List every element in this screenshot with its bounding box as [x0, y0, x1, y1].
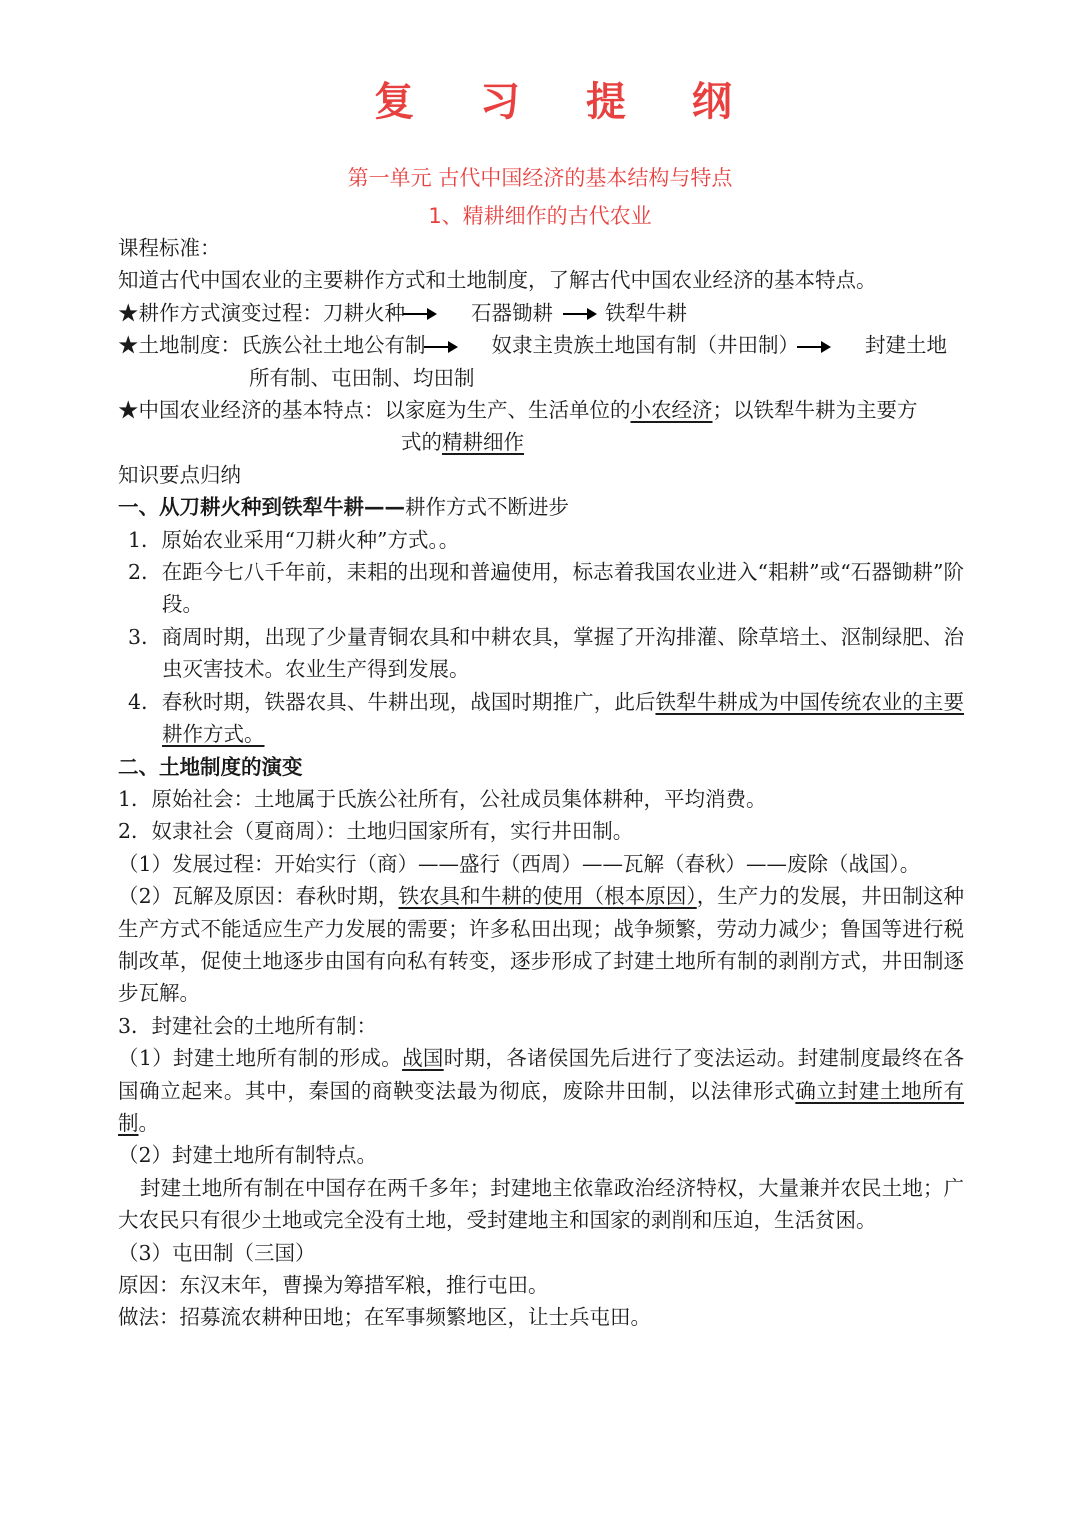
section2-p5: 3．封建社会的土地所有制： [118, 1013, 378, 1038]
section2-p2: 2．奴隶社会（夏商周）：土地归国家所有，实行井田制。 [118, 819, 634, 844]
section2-p9: （3）屯田制（三国） [118, 1240, 316, 1265]
p4-underlined: 铁农具和牛耕的使用（根本原因） [398, 884, 697, 909]
section1-heading-bold: 一、从刀耕火种到铁犁牛耕—— [118, 495, 405, 520]
section1-item-4 [118, 686, 964, 751]
document-title: 复 习 提 纲 [374, 79, 758, 125]
p4-post: ，生产力的发展，井田制这种生产方式不能适应生产力发展的需要；许多私田出现；战争频繁，劳动力减少；鲁国等进行税制改革，促使土地逐步由国有向私有转变，逐步形成了封建土地所有制的剥削方式，井田制逐步瓦解。 [118, 884, 965, 1006]
farming-step-2: 石器锄耕 [471, 300, 553, 325]
section2-p6 [118, 1042, 964, 1139]
unit-heading: 第一单元 古代中国经济的基本结构与特点 [347, 166, 733, 190]
section2-p10: 原因：东汉末年，曹操为筹措军粮，推行屯田。 [118, 1273, 549, 1297]
p6-underlined-2: 确立封建土地所有制 [118, 1078, 965, 1135]
p6-underlined-1: 战国 [402, 1046, 444, 1071]
feature-cont-pre: 式的 [401, 430, 442, 455]
feature-line-cont [118, 426, 964, 458]
farming-step-3: 铁犁牛耕 [605, 300, 687, 325]
feature-small-farming: 小农经济 [630, 398, 713, 423]
feature-line [118, 394, 964, 426]
section2-p4 [118, 880, 964, 1010]
item4-underlined: 铁犁牛耕成为中国传统农业的主要耕作方式。 [162, 689, 965, 747]
farming-evolution [118, 297, 964, 329]
right-arrow-icon [563, 308, 597, 320]
land-system-cont: 所有制、屯田制、均田制 [249, 365, 475, 390]
land-step-3: 封建土地 [865, 333, 947, 358]
p6-mid: 时期，各诸侯国先后进行了变法运动。封建制度最终在各国确立起来。其中，秦国的商鞅变法最为彻底，废除井田制，以法律形式 [118, 1046, 965, 1103]
right-arrow-icon [424, 341, 458, 353]
section1-item-3: 3．商周时期，出现了少量青铜农具和中耕农具，掌握了开沟排灌、除草培土、沤制绿肥、治虫灭害技术。农业生产得到发展。 [128, 624, 964, 682]
feature-prefix: ★中国农业经济的基本特点：以家庭为生产、生活单位的 [118, 398, 631, 423]
land-prefix: ★土地制度： [118, 333, 241, 358]
section2-p8: 封建土地所有制在中国存在两千多年；封建地主依靠政治经济特权，大量兼并农民土地；广大农民只有很少土地或完全没有土地，受封建地主和国家的剥削和压迫，生活贫困。 [118, 1175, 964, 1233]
standard-label: 课程标准： [118, 236, 221, 260]
lesson-heading: 1、精耕细作的古代农业 [428, 204, 652, 228]
farming-prefix: ★耕作方式演变过程： [118, 300, 323, 325]
section2-p1: 1．原始社会：土地属于氏族公社所有，公社成员集体耕种，平均消费。 [118, 786, 767, 811]
land-system [118, 329, 964, 361]
section2-p3: （1）发展过程：开始实行（商）——盛行（西周）——瓦解（春秋）——废除（战国）。 [118, 851, 921, 876]
section2-heading: 二、土地制度的演变 [118, 754, 303, 779]
p6-pre: （1）封建土地所有制的形成。 [118, 1046, 403, 1071]
item4-pre: 4．春秋时期，铁器农具、牛耕出现，战国时期推广，此后 [128, 689, 656, 714]
right-arrow-icon [797, 341, 831, 353]
feature-mid: ；以铁犁牛耕为主要方 [712, 398, 918, 423]
section1-item-1: 1．原始农业采用“刀耕火种”方式。。 [128, 527, 460, 552]
land-step-2: 奴隶主贵族土地国有制（井田制） [491, 333, 799, 358]
right-arrow-icon [403, 308, 437, 320]
section1-item-2: 2．在距今七八千年前，耒耜的出现和普遍使用，标志着我国农业进入“耜耕”或“石器锄耕”阶段。 [128, 560, 964, 617]
summary-label: 知识要点归纳 [118, 462, 241, 487]
p4-pre: （2）瓦解及原因：春秋时期， [118, 884, 399, 909]
section2-p7: （2）封建土地所有制特点。 [118, 1143, 378, 1168]
section2-p11: 做法：招募流农耕种田地；在军事频繁地区，让士兵屯田。 [118, 1305, 651, 1330]
document-body [118, 232, 964, 1334]
section1-heading [118, 491, 964, 523]
feature-intensive: 精耕细作 [442, 430, 524, 455]
p6-end: 。 [138, 1110, 159, 1135]
standard-text: 知道古代中国农业的主要耕作方式和土地制度，了解古代中国农业经济的基本特点。 [118, 268, 877, 293]
land-step-1: 氏族公社土地公有制 [241, 333, 426, 358]
section1-heading-normal: 耕作方式不断进步 [405, 495, 569, 520]
farming-step-1: 刀耕火种 [323, 300, 405, 325]
